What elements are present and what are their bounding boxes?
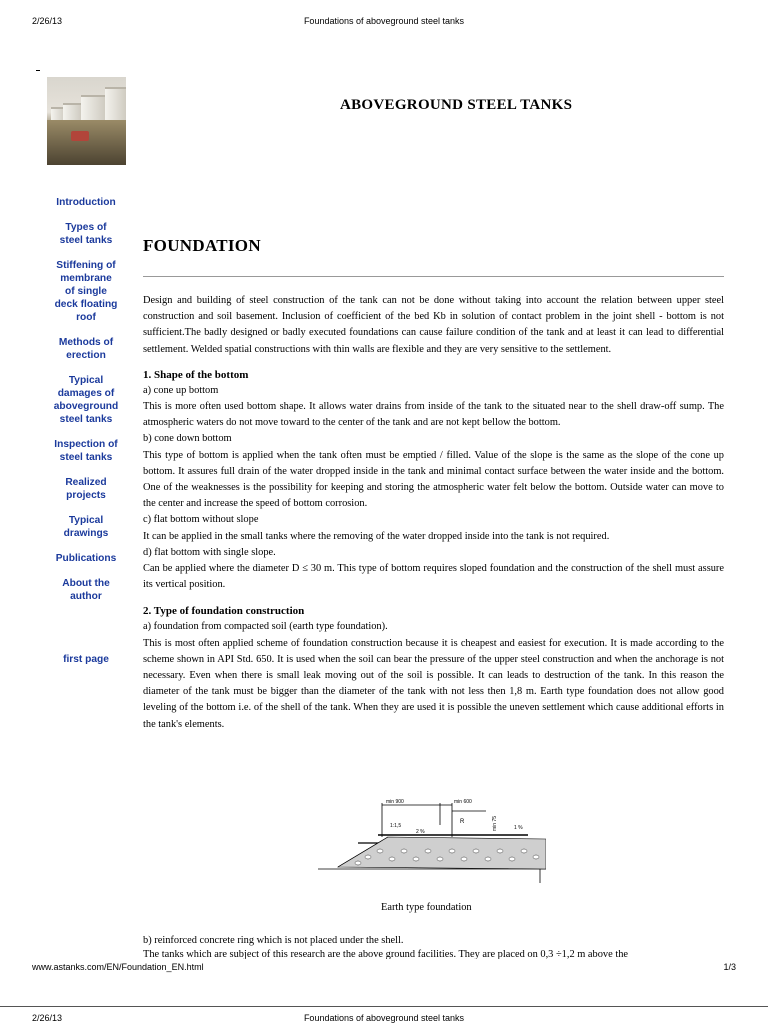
main-content	[143, 236, 724, 733]
print-title: Foundations of aboveground steel tanks	[303, 16, 465, 26]
nav-publications[interactable]: Publications	[55, 553, 117, 564]
print-header	[0, 16, 768, 30]
label-min-left: min 900	[386, 799, 404, 805]
intro-paragraph: Design and building of steel construction of the tank can not be done without taking into account the relation between upper steel construction and soil basement. Inclusion of coefficient of the bed Kb in solution of contact problem in the joint shell - bottom is not sufficient.The badly designed or badly executed foundations can cause failure condition of the tank and at least it can lead to differential settlement. Welded spatial constructions with thin walls are flexible and they are very sensitive to the settlement.	[143, 295, 724, 355]
item-cone-down-title: b) cone down bottom	[143, 433, 232, 445]
nav-types-of-steel-tanks[interactable]: Types of steel tanks	[59, 222, 113, 246]
site-title: ABOVEGROUND STEEL TANKS	[340, 97, 573, 113]
print-date: 2/26/13	[32, 16, 63, 26]
item-earth-foundation-text: This is most often applied scheme of foundation construction because it is cheapest and easiest for execution. It is made according to the scheme shown in API Std. 650. It is used when the soil can bear the pressure of the upper steel construction and when the anchorage is not necessary. Even when there is small leak moving out of the soil is possible. It can leads to destruction of the tank. In this reason the diameter of the tank must be bigger than the diameter of the tank with not less then 1,8 m. Earth type foundation does not allow good leveling of the bottom i.e. of the shell of the tank. When they are used it is possible the uneven settlement which cause additional efforts in the tank's elements.	[143, 637, 724, 730]
item-concrete-ring-title: b) reinforced concrete ring which is not placed under the shell.	[143, 935, 404, 946]
nav-typical-drawings[interactable]: Typical drawings	[63, 515, 109, 539]
item-cone-up-text: This is more often used bottom shape. It allows water drains from inside of the tank to the situated near to the shell draw-off sump. The atmospheric waters do not move toward to the center of the tank and are not kept bellow the bottom.	[143, 401, 724, 429]
tanks-photo	[47, 77, 126, 165]
decorative-dash	[36, 70, 40, 71]
nav-first-page[interactable]: first page	[63, 654, 109, 665]
label-pct-right: 1 %	[514, 825, 523, 831]
item-flat-no-slope-text: It can be applied in the small tanks where the removing of the water dropped inside into the tank is not required.	[143, 530, 610, 542]
nav-inspection[interactable]: Inspection of steel tanks	[54, 439, 118, 463]
item-earth-foundation-title: a) foundation from compacted soil (earth type foundation).	[143, 621, 388, 633]
nav-methods-of-erection[interactable]: Methods of erection	[58, 337, 114, 361]
section-heading: FOUNDATION	[143, 236, 261, 255]
label-min-right: min 600	[454, 799, 472, 805]
item-cone-down-text: This type of bottom is applied when the tank often must be emptied / filled. Value of the slope is the same as the slope of the cone up bottom. It assures full drain of the water dropped inside in the tank and minimal contact surface between the water inside and the bottom. One of the weaknesses is the possibility for keeping and storing the atmospheric water felt below the bottom. Outside water can move to the center and increase the speed of bottom corrosion.	[143, 449, 724, 510]
label-r: R	[460, 819, 465, 825]
heading-divider	[143, 276, 724, 277]
nav-realized-projects[interactable]: Realized projects	[65, 477, 107, 501]
print-url: www.astanks.com/EN/Foundation_EN.html	[32, 962, 204, 972]
label-min-vertical: min 75	[492, 815, 498, 831]
print-header-next-page	[0, 1013, 768, 1024]
item-cone-up-title: a) cone up bottom	[143, 384, 219, 396]
page-break-rule	[0, 1006, 768, 1007]
item-flat-single-slope-text: Can be applied where the diameter D ≤ 30 m. This type of bottom requires sloped foundation and the construction of the shell must assure its vertical position.	[143, 563, 724, 591]
print-page-number: 1/3	[723, 962, 736, 972]
subheading-foundation-type: 2. Type of foundation construction	[143, 605, 305, 618]
print-date-next: 2/26/13	[32, 1013, 63, 1023]
nav-introduction[interactable]: Introduction	[56, 197, 116, 208]
subheading-shape-of-bottom: 1. Shape of the bottom	[143, 368, 249, 381]
nav-about-the-author[interactable]: About the author	[62, 578, 110, 602]
print-footer	[0, 962, 768, 976]
sidebar-nav	[45, 196, 127, 666]
label-slope-left: 1:1,5	[390, 823, 402, 829]
item-concrete-ring-text: The tanks which are subject of this research are the above ground facilities. They are placed on 0,3 ÷1,2 m above the	[143, 949, 629, 959]
nav-typical-damages[interactable]: Typical damages of aboveground steel tanks	[53, 375, 119, 425]
earth-foundation-figure	[318, 795, 546, 899]
label-pct-left: 2 %	[416, 829, 425, 835]
figure-caption: Earth type foundation	[381, 902, 472, 913]
nav-stiffening-membrane[interactable]: Stiffening of membrane of single deck floating roof	[54, 260, 118, 323]
print-title-next: Foundations of aboveground steel tanks	[303, 1013, 465, 1023]
item-flat-single-slope-title: d) flat bottom with single slope.	[143, 546, 276, 558]
item-flat-no-slope-title: c) flat bottom without slope	[143, 514, 259, 526]
